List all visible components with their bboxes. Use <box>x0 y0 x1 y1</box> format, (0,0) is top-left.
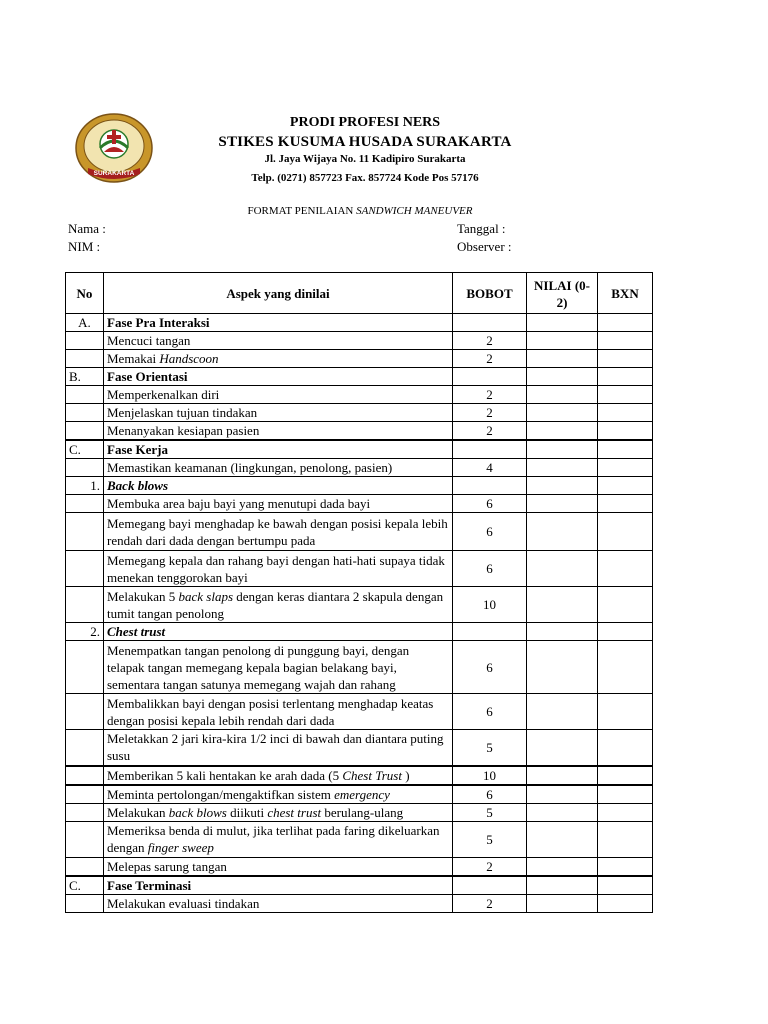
cell-no <box>66 332 104 350</box>
cell-no <box>66 641 104 694</box>
aspek-text: diikuti <box>226 804 268 820</box>
cell-nilai[interactable] <box>527 876 598 895</box>
cell-bxn[interactable] <box>598 422 653 441</box>
cell-bxn[interactable] <box>598 314 653 332</box>
cell-bxn[interactable] <box>598 876 653 895</box>
cell-nilai[interactable] <box>527 314 598 332</box>
cell-bxn[interactable] <box>598 587 653 623</box>
header-nilai: NILAI (0-2) <box>527 273 598 314</box>
table-row <box>66 459 653 477</box>
cell-aspek <box>104 332 453 350</box>
aspek-text: Fase Pra Interaksi <box>107 315 210 330</box>
aspek-text: Memastikan keamanan (lingkungan, penolong, pasien) <box>107 460 393 475</box>
header-aspek: Aspek yang dinilai <box>104 273 453 314</box>
cell-nilai[interactable] <box>527 641 598 694</box>
cell-no <box>66 803 104 821</box>
cell-bobot: 5 <box>453 821 527 857</box>
cell-aspek <box>104 730 453 766</box>
cell-no: A. <box>66 314 104 332</box>
cell-aspek <box>104 821 453 857</box>
aspek-text: Melakukan 5 <box>107 588 179 604</box>
cell-no: 2. <box>66 623 104 641</box>
cell-nilai[interactable] <box>527 894 598 912</box>
cell-bobot <box>453 440 527 459</box>
cell-nilai[interactable] <box>527 440 598 459</box>
cell-aspek <box>104 495 453 513</box>
cell-bobot: 2 <box>453 332 527 350</box>
header-contact: Telp. (0271) 857723 Fax. 857724 Kode Pos 57176 <box>251 172 479 184</box>
cell-no <box>66 694 104 730</box>
cell-bobot: 10 <box>453 587 527 623</box>
table-row <box>66 766 653 785</box>
aspek-text: Back blows <box>107 478 169 493</box>
table-body <box>66 314 653 913</box>
cell-aspek <box>104 894 453 912</box>
aspek-text: finger sweep <box>147 840 214 855</box>
aspek-text: dengan keras diantara 2 skapula dengan tumit tangan penolong <box>107 588 444 621</box>
form-title-prefix: FORMAT PENILAIAN <box>247 205 357 217</box>
cell-no <box>66 894 104 912</box>
cell-bobot: 6 <box>453 694 527 730</box>
cell-aspek <box>104 587 453 623</box>
header-bxn: BXN <box>598 273 653 314</box>
cell-nilai[interactable] <box>527 422 598 441</box>
cell-bxn[interactable] <box>598 623 653 641</box>
cell-nilai[interactable] <box>527 623 598 641</box>
cell-aspek <box>104 694 453 730</box>
table-row <box>66 641 653 694</box>
table-row <box>66 440 653 459</box>
cell-aspek <box>104 766 453 785</box>
cell-bobot: 6 <box>453 551 527 587</box>
cell-bxn[interactable] <box>598 857 653 876</box>
cell-aspek <box>104 440 453 459</box>
aspek-text: Chest trust <box>107 624 166 639</box>
form-title-italic: SANDWICH MANEUVER <box>356 205 473 217</box>
aspek-text: Meminta pertolongan/mengaktifkan sistem <box>107 786 335 802</box>
header-address: Jl. Jaya Wijaya No. 11 Kadipiro Surakarta <box>264 153 466 165</box>
cell-aspek <box>104 803 453 821</box>
tanggal-field[interactable]: Tanggal : <box>457 221 506 236</box>
table-header-row <box>66 273 653 314</box>
cell-no <box>66 857 104 876</box>
cell-bobot: 5 <box>453 730 527 766</box>
logo-text: SURAKARTA <box>93 170 135 177</box>
cell-nilai[interactable] <box>527 785 598 804</box>
cell-bxn[interactable] <box>598 459 653 477</box>
aspek-text: Menempatkan tangan penolong di punggung bayi, dengan telapak tangan memegang kepala bagian belakang bayi, sementara tangan satunya memegang wajah dan rahang <box>107 642 410 692</box>
cell-bobot: 4 <box>453 459 527 477</box>
cell-nilai[interactable] <box>527 803 598 821</box>
cell-nilai[interactable] <box>527 459 598 477</box>
aspek-text: Mencuci tangan <box>107 333 191 348</box>
cell-bobot <box>453 876 527 895</box>
cell-bobot: 10 <box>453 766 527 785</box>
cell-bobot <box>453 314 527 332</box>
cell-no: 1. <box>66 477 104 495</box>
cell-aspek <box>104 641 453 694</box>
cell-no <box>66 785 104 804</box>
aspek-text: Melakukan <box>107 804 169 820</box>
cell-aspek <box>104 551 453 587</box>
cell-nilai[interactable] <box>527 513 598 551</box>
table-row <box>66 694 653 730</box>
aspek-text: Handscoon <box>159 351 219 366</box>
cell-bobot: 6 <box>453 785 527 804</box>
aspek-text: Membalikkan bayi dengan posisi terlentang menghadap keatas dengan posisi kepala lebih rendah dari dada <box>107 695 434 728</box>
cell-no <box>66 513 104 551</box>
header-no: No <box>66 273 104 314</box>
observer-field[interactable]: Observer : <box>457 239 512 254</box>
aspek-text: Meletakkan 2 jari kira-kira 1/2 inci di bawah dan diantara puting susu <box>107 731 444 764</box>
cell-nilai[interactable] <box>527 477 598 495</box>
cell-aspek <box>104 477 453 495</box>
aspek-text: chest trust <box>267 804 322 820</box>
table-row <box>66 821 653 857</box>
institution-logo <box>74 112 154 184</box>
cell-bxn[interactable] <box>598 803 653 821</box>
table-row <box>66 422 653 441</box>
cell-no: C. <box>66 876 104 895</box>
table-row <box>66 495 653 513</box>
cell-no <box>66 730 104 766</box>
cell-no <box>66 766 104 785</box>
cell-nilai[interactable] <box>527 368 598 386</box>
cell-nilai[interactable] <box>527 766 598 785</box>
aspek-text: Fase Orientasi <box>107 369 188 384</box>
table-row <box>66 314 653 332</box>
cell-no <box>66 422 104 441</box>
cell-aspek <box>104 314 453 332</box>
cell-aspek <box>104 422 453 441</box>
aspek-text: Fase Terminasi <box>107 877 192 893</box>
table-row <box>66 785 653 804</box>
cell-aspek <box>104 404 453 422</box>
cell-bxn[interactable] <box>598 332 653 350</box>
cell-bxn[interactable] <box>598 386 653 404</box>
aspek-text: Menjelaskan tujuan tindakan <box>107 405 258 420</box>
cell-nilai[interactable] <box>527 587 598 623</box>
aspek-text: Memakai <box>107 351 160 366</box>
cell-bobot: 2 <box>453 857 527 876</box>
table-row <box>66 332 653 350</box>
cell-aspek <box>104 513 453 551</box>
aspek-text: Memperkenalkan diri <box>107 387 220 402</box>
cell-no: B. <box>66 368 104 386</box>
cell-bobot: 2 <box>453 422 527 441</box>
aspek-text: emergency <box>334 786 390 802</box>
nama-field[interactable]: Nama : <box>68 221 106 236</box>
cell-bxn[interactable] <box>598 894 653 912</box>
cell-bxn[interactable] <box>598 766 653 785</box>
cell-bobot <box>453 623 527 641</box>
cell-bobot <box>453 477 527 495</box>
cell-no <box>66 821 104 857</box>
cell-bobot: 6 <box>453 513 527 551</box>
cell-nilai[interactable] <box>527 551 598 587</box>
table-row <box>66 894 653 912</box>
table-row <box>66 350 653 368</box>
cell-nilai[interactable] <box>527 386 598 404</box>
aspek-text: Membuka area baju bayi yang menutupi dada bayi <box>107 496 371 511</box>
table-row <box>66 876 653 895</box>
cell-bxn[interactable] <box>598 404 653 422</box>
aspek-text: Memegang bayi menghadap ke bawah dengan posisi kepala lebih rendah dari dada dengan bertumpu pada <box>107 515 448 548</box>
header-bobot: BOBOT <box>453 273 527 314</box>
cell-bxn[interactable] <box>598 477 653 495</box>
cell-bobot: 2 <box>453 404 527 422</box>
assessment-table <box>65 272 653 913</box>
form-title <box>150 205 570 217</box>
cell-bxn[interactable] <box>598 730 653 766</box>
cell-nilai[interactable] <box>527 350 598 368</box>
cell-nilai[interactable] <box>527 495 598 513</box>
aspek-text: Memegang kepala dan rahang bayi dengan hati-hati supaya tidak menekan tenggorokan bayi <box>107 552 445 585</box>
header-line-1: PRODI PROFESI NERS <box>289 115 441 130</box>
cell-no <box>66 495 104 513</box>
aspek-text: berulang-ulang <box>321 804 404 820</box>
nim-field[interactable]: NIM : <box>68 239 101 254</box>
cell-no <box>66 587 104 623</box>
table-row <box>66 623 653 641</box>
header-line-2: STIKES KUSUMA HUSADA SURAKARTA <box>218 134 512 150</box>
cell-no <box>66 386 104 404</box>
cell-bxn[interactable] <box>598 495 653 513</box>
table-row <box>66 513 653 551</box>
cell-bxn[interactable] <box>598 821 653 857</box>
cell-nilai[interactable] <box>527 730 598 766</box>
cell-nilai[interactable] <box>527 404 598 422</box>
cell-aspek <box>104 386 453 404</box>
table-row <box>66 730 653 766</box>
cell-bxn[interactable] <box>598 694 653 730</box>
cell-bxn[interactable] <box>598 440 653 459</box>
cell-bobot: 6 <box>453 641 527 694</box>
cell-aspek <box>104 857 453 876</box>
table-row <box>66 857 653 876</box>
table-row <box>66 551 653 587</box>
cell-aspek <box>104 876 453 895</box>
cell-aspek <box>104 623 453 641</box>
table-row <box>66 477 653 495</box>
cell-bobot: 2 <box>453 386 527 404</box>
cell-aspek <box>104 350 453 368</box>
cell-no <box>66 350 104 368</box>
aspek-text: Chest Trust <box>342 767 402 783</box>
cell-no <box>66 551 104 587</box>
table-row <box>66 368 653 386</box>
aspek-text: Memeriksa benda di mulut, jika terlihat pada faring dikeluarkan dengan <box>107 823 440 855</box>
cell-bobot: 2 <box>453 894 527 912</box>
aspek-text: Melakukan evaluasi tindakan <box>107 895 260 911</box>
cell-nilai[interactable] <box>527 694 598 730</box>
cell-aspek <box>104 368 453 386</box>
aspek-text: Melepas sarung tangan <box>107 858 227 874</box>
cell-no <box>66 459 104 477</box>
cell-bxn[interactable] <box>598 513 653 551</box>
aspek-text: back blows <box>168 804 227 820</box>
cell-aspek <box>104 785 453 804</box>
aspek-text: Memberikan 5 kali hentakan ke arah dada (5 <box>107 767 343 783</box>
cell-bxn[interactable] <box>598 368 653 386</box>
aspek-text: back slaps <box>178 588 234 604</box>
cell-nilai[interactable] <box>527 821 598 857</box>
aspek-text: ) <box>401 767 410 783</box>
cell-bxn[interactable] <box>598 551 653 587</box>
table-row <box>66 386 653 404</box>
cell-nilai[interactable] <box>527 857 598 876</box>
cell-aspek <box>104 459 453 477</box>
table-row <box>66 803 653 821</box>
aspek-text: Menanyakan kesiapan pasien <box>107 423 260 438</box>
cell-bxn[interactable] <box>598 785 653 804</box>
aspek-text: Fase Kerja <box>107 442 169 457</box>
cell-bxn[interactable] <box>598 350 653 368</box>
cell-bobot: 2 <box>453 350 527 368</box>
cell-bobot <box>453 368 527 386</box>
cell-no: C. <box>66 440 104 459</box>
cell-bobot: 6 <box>453 495 527 513</box>
cell-no <box>66 404 104 422</box>
table-row <box>66 587 653 623</box>
cell-nilai[interactable] <box>527 332 598 350</box>
cell-bxn[interactable] <box>598 641 653 694</box>
cell-bobot: 5 <box>453 803 527 821</box>
table-row <box>66 404 653 422</box>
